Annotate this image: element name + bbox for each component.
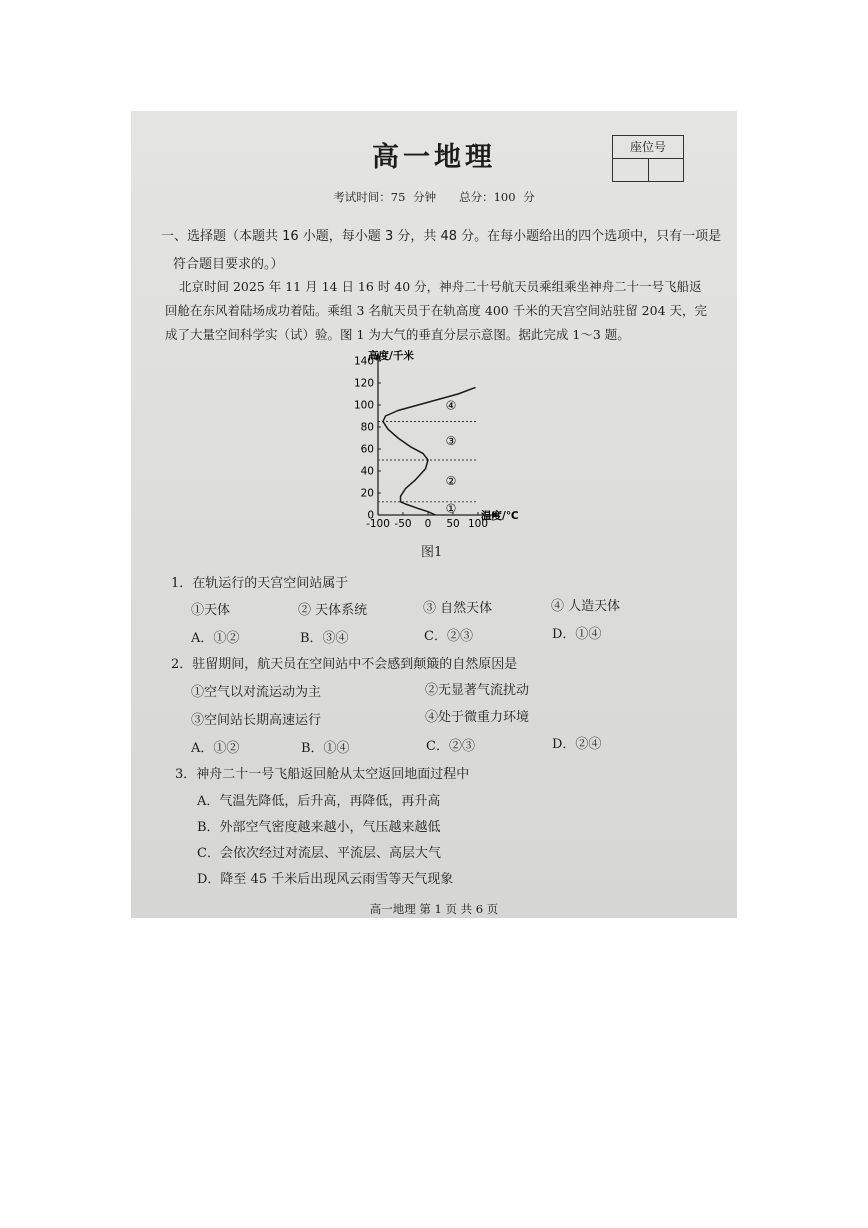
q1-statement-1: ①天体 bbox=[191, 603, 231, 618]
y-tick-label: 60 bbox=[360, 443, 374, 456]
y-tick-label: 120 bbox=[353, 377, 374, 390]
seat-box-divider bbox=[648, 158, 649, 181]
passage-line-1: 北京时间 2025 年 11 月 14 日 16 时 40 分，神舟二十号航天员乘组乘坐神舟二十一号飞船返 bbox=[179, 279, 702, 294]
y-tick-label: 40 bbox=[360, 465, 374, 478]
temperature-series-line bbox=[383, 387, 476, 515]
layer-label: ① bbox=[445, 501, 457, 516]
q1-stem: 1．在轨运行的天宫空间站属于 bbox=[171, 576, 349, 591]
temperature-curve bbox=[383, 387, 476, 515]
chart-ticks bbox=[354, 356, 488, 531]
q1-option-d[interactable]: D．①④ bbox=[552, 627, 602, 642]
seat-number-label: 座位号 bbox=[613, 136, 683, 159]
q1-option-b[interactable]: B．③④ bbox=[300, 631, 349, 646]
page-footer: 高一地理 第 1 页 共 6 页 bbox=[369, 902, 499, 916]
passage-line-3: 成了大量空间科学实（试）验。图 1 为大气的垂直分层示意图。据此完成 1～3 题。 bbox=[165, 327, 630, 342]
exam-sheet bbox=[131, 111, 737, 918]
y-tick-label: 140 bbox=[353, 355, 374, 368]
layer-label: ③ bbox=[445, 433, 457, 448]
x-tick-label: 100 bbox=[467, 518, 489, 530]
q2-option-c[interactable]: C．②③ bbox=[426, 739, 475, 754]
q2-statement-2: ②无显著气流扰动 bbox=[425, 683, 530, 698]
seat-number-box bbox=[612, 135, 684, 182]
layer-label: ④ bbox=[445, 398, 457, 413]
x-tick-label: 50 bbox=[446, 518, 460, 530]
q3-stem: 3．神舟二十一号飞船返回舱从太空返回地面过程中 bbox=[175, 767, 470, 782]
y-axis-label: 高度/千米 bbox=[368, 350, 414, 362]
q2-option-d[interactable]: D．②④ bbox=[552, 737, 602, 752]
q1-option-c[interactable]: C．②③ bbox=[424, 629, 473, 644]
q2-statement-1: ①空气以对流运动为主 bbox=[191, 685, 322, 700]
q1-statement-4: ④ 人造天体 bbox=[551, 599, 621, 614]
x-axis-label: 温度/℃ bbox=[481, 510, 519, 522]
q2-statement-3: ③空间站长期高速运行 bbox=[191, 713, 322, 728]
y-tick-label: 20 bbox=[360, 487, 374, 500]
q3-option-a[interactable]: A．气温先降低，后升高，再降低，再升高 bbox=[197, 794, 441, 809]
q3-option-c[interactable]: C．会依次经过对流层、平流层、高层大气 bbox=[197, 846, 441, 861]
section-heading-line-1: 一、选择题（本题共 16 小题，每小题 3 分，共 48 分。在每小题给出的四个选项中，只有一项是 bbox=[161, 229, 722, 244]
x-tick-label: -100 bbox=[366, 518, 390, 530]
q2-option-a[interactable]: A．①② bbox=[191, 741, 240, 756]
exam-meta: 考试时间：75 分钟 总分：100 分 bbox=[333, 190, 535, 204]
layer-labels bbox=[446, 399, 457, 516]
section-heading-line-2: 符合题目要求的。） bbox=[173, 257, 284, 272]
y-tick-label: 0 bbox=[367, 509, 374, 522]
exam-title: 高一地理 bbox=[372, 142, 496, 173]
layer-label: ② bbox=[445, 473, 457, 488]
y-tick-label: 100 bbox=[353, 399, 374, 412]
x-tick-label: -50 bbox=[394, 518, 412, 530]
q3-option-d[interactable]: D．降至 45 千米后出现风云雨雪等天气现象 bbox=[197, 872, 454, 887]
q2-option-b[interactable]: B．①④ bbox=[301, 741, 350, 756]
y-tick-label: 80 bbox=[360, 421, 374, 434]
atmosphere-layer-chart bbox=[331, 349, 541, 549]
x-tick-label: 0 bbox=[424, 518, 432, 530]
passage-line-2: 回舱在东风着陆场成功着陆。乘组 3 名航天员于在轨高度 400 千米的天宫空间站驻留 204 天，完 bbox=[165, 303, 708, 318]
q1-statement-3: ③ 自然天体 bbox=[423, 601, 493, 616]
q2-statement-4: ④处于微重力环境 bbox=[425, 710, 530, 725]
q1-option-a[interactable]: A．①② bbox=[191, 631, 240, 646]
q3-option-b[interactable]: B．外部空气密度越来越小，气压越来越低 bbox=[197, 820, 441, 835]
figure-caption: 图1 bbox=[421, 545, 443, 560]
q1-statement-2: ② 天体系统 bbox=[298, 603, 368, 618]
q2-stem: 2．驻留期间，航天员在空间站中不会感到颠簸的自然原因是 bbox=[171, 657, 518, 672]
